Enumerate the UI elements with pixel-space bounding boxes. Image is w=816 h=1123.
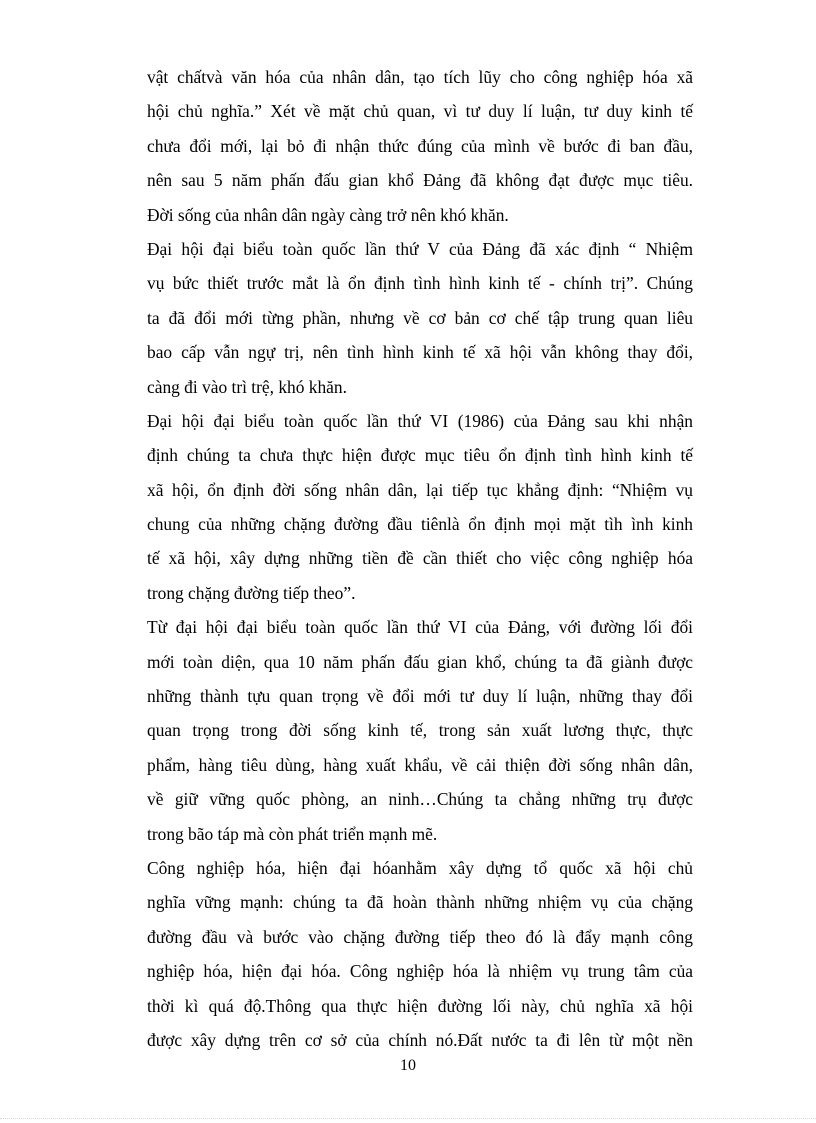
text-line: thời kì quá độ.Thông qua thực hiện đường lối này, chủ nghĩa xã hội — [147, 995, 693, 1016]
text-line: vụ bức thiết trước mắt là ổn định tình hình kinh tế - chính trị”. Chúng — [147, 273, 693, 294]
paragraph-4 — [147, 610, 693, 851]
text-line: được xây dựng trên cơ sở của chính nó.Đất nước ta đi lên từ một nền — [147, 1029, 693, 1050]
text-line: định chúng ta chưa thực hiện được mục tiêu ổn định tình hình kinh tế — [147, 445, 693, 466]
body-text — [147, 60, 693, 1057]
text-line: nên sau 5 năm phấn đấu gian khổ Đảng đã không đạt được mục tiêu. — [147, 170, 693, 191]
text-line: xã hội, ổn định đời sống nhân dân, lại tiếp tục khẳng định: “Nhiệm vụ — [147, 479, 693, 500]
text-line: trong bão táp mà còn phát triển mạnh mẽ. — [147, 823, 438, 844]
paragraph-3 — [147, 404, 693, 610]
page-number: 10 — [400, 1057, 416, 1074]
text-line: càng đi vào trì trệ, khó khăn. — [147, 376, 347, 397]
paragraph-1 — [147, 60, 693, 232]
paragraph-5 — [147, 851, 693, 1057]
text-line: ta đã đổi mới từng phần, nhưng về cơ bản cơ chế tập trung quan liêu — [147, 307, 693, 328]
text-line: những thành tựu quan trọng về đổi mới tư duy lí luận, những thay đổi — [147, 686, 693, 707]
text-line: nghĩa vững mạnh: chúng ta đã hoàn thành những nhiệm vụ của chặng — [147, 892, 693, 913]
paragraph-2 — [147, 232, 693, 404]
text-line: hội chủ nghĩa.” Xét về mặt chủ quan, vì tư duy lí luận, tư duy kinh tế — [147, 101, 693, 122]
text-line: Đại hội đại biểu toàn quốc lần thứ V của Đảng đã xác định “ Nhiệm — [147, 238, 693, 259]
text-line: nghiệp hóa, hiện đại hóa. Công nghiệp hóa là nhiệm vụ trung tâm của — [147, 961, 693, 982]
text-line: Đời sống của nhân dân ngày càng trở nên khó khăn. — [147, 204, 509, 225]
text-line: vật chấtvà văn hóa của nhân dân, tạo tích lũy cho công nghiệp hóa xã — [147, 67, 693, 87]
text-line: bao cấp vẫn ngự trị, nên tình hình kinh tế xã hội vẫn không thay đổi, — [147, 342, 693, 363]
text-line: mới toàn diện, qua 10 năm phấn đấu gian khổ, chúng ta đã giành được — [147, 651, 693, 672]
text-line: quan trọng trong đời sống kinh tế, trong sản xuất lương thực, thực — [147, 720, 693, 741]
text-line: về giữ vững quốc phòng, an ninh…Chúng ta chẳng những trụ được — [147, 789, 693, 810]
page-bottom-divider — [0, 1118, 816, 1119]
text-line: tế xã hội, xây dựng những tiền đề cần thiết cho việc công nghiệp hóa — [147, 548, 693, 569]
text-line: đường đầu và bước vào chặng đường tiếp theo đó là đẩy mạnh công — [147, 926, 693, 947]
text-line: chung của những chặng đường đầu tiênlà ổn định mọi mặt tìh ình kinh — [147, 514, 693, 535]
text-line: trong chặng đường tiếp theo”. — [147, 582, 356, 603]
text-line: Công nghiệp hóa, hiện đại hóanhằm xây dựng tổ quốc xã hội chủ — [147, 857, 693, 878]
text-line: chưa đổi mới, lại bỏ đi nhận thức đúng của mình về bước đi ban đầu, — [147, 135, 693, 156]
text-line: Đại hội đại biểu toàn quốc lần thứ VI (1986) của Đảng sau khi nhận — [147, 410, 693, 431]
text-line: Từ đại hội đại biểu toàn quốc lần thứ VI của Đảng, với đường lối đổi — [147, 617, 693, 638]
text-line: phẩm, hàng tiêu dùng, hàng xuất khẩu, về cải thiện đời sống nhân dân, — [147, 754, 693, 775]
